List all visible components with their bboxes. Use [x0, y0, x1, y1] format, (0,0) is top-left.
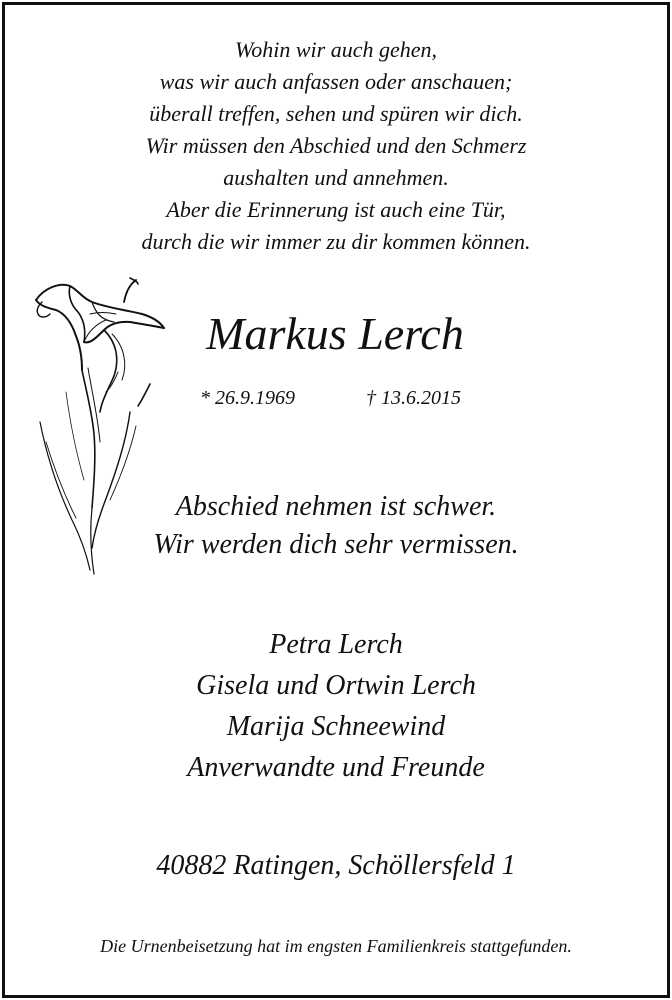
birth-date: * 26.9.1969: [200, 387, 295, 409]
death-date: † 13.6.2015: [366, 387, 461, 409]
farewell-line: Abschied nehmen ist schwer.: [175, 491, 497, 522]
poem-line: Wohin wir auch gehen,: [234, 37, 438, 62]
mourner: Anverwandte und Freunde: [187, 752, 485, 783]
farewell-message: [0, 488, 672, 564]
poem-line: Aber die Erinnerung ist auch eine Tür,: [166, 197, 506, 222]
burial-note: Die Urnenbeisetzung hat im engsten Familienkreis stattgefunden.: [100, 936, 572, 956]
deceased-name: Markus Lerch: [206, 308, 464, 359]
mourner: Gisela und Ortwin Lerch: [196, 670, 476, 701]
poem-line: überall treffen, sehen und spüren wir dich.: [149, 101, 523, 126]
poem-line: durch die wir immer zu dir kommen können.: [141, 229, 531, 254]
poem-line: was wir auch anfassen oder anschauen;: [159, 69, 513, 94]
mourners-list: [0, 624, 672, 788]
address: 40882 Ratingen, Schöllersfeld 1: [156, 850, 516, 881]
poem: [0, 34, 672, 258]
poem-line: aushalten und annehmen.: [223, 165, 449, 190]
mourner: Petra Lerch: [269, 629, 403, 660]
poem-line: Wir müssen den Abschied und den Schmerz: [145, 133, 527, 158]
mourner: Marija Schneewind: [226, 711, 446, 742]
farewell-line: Wir werden dich sehr vermissen.: [153, 529, 519, 560]
